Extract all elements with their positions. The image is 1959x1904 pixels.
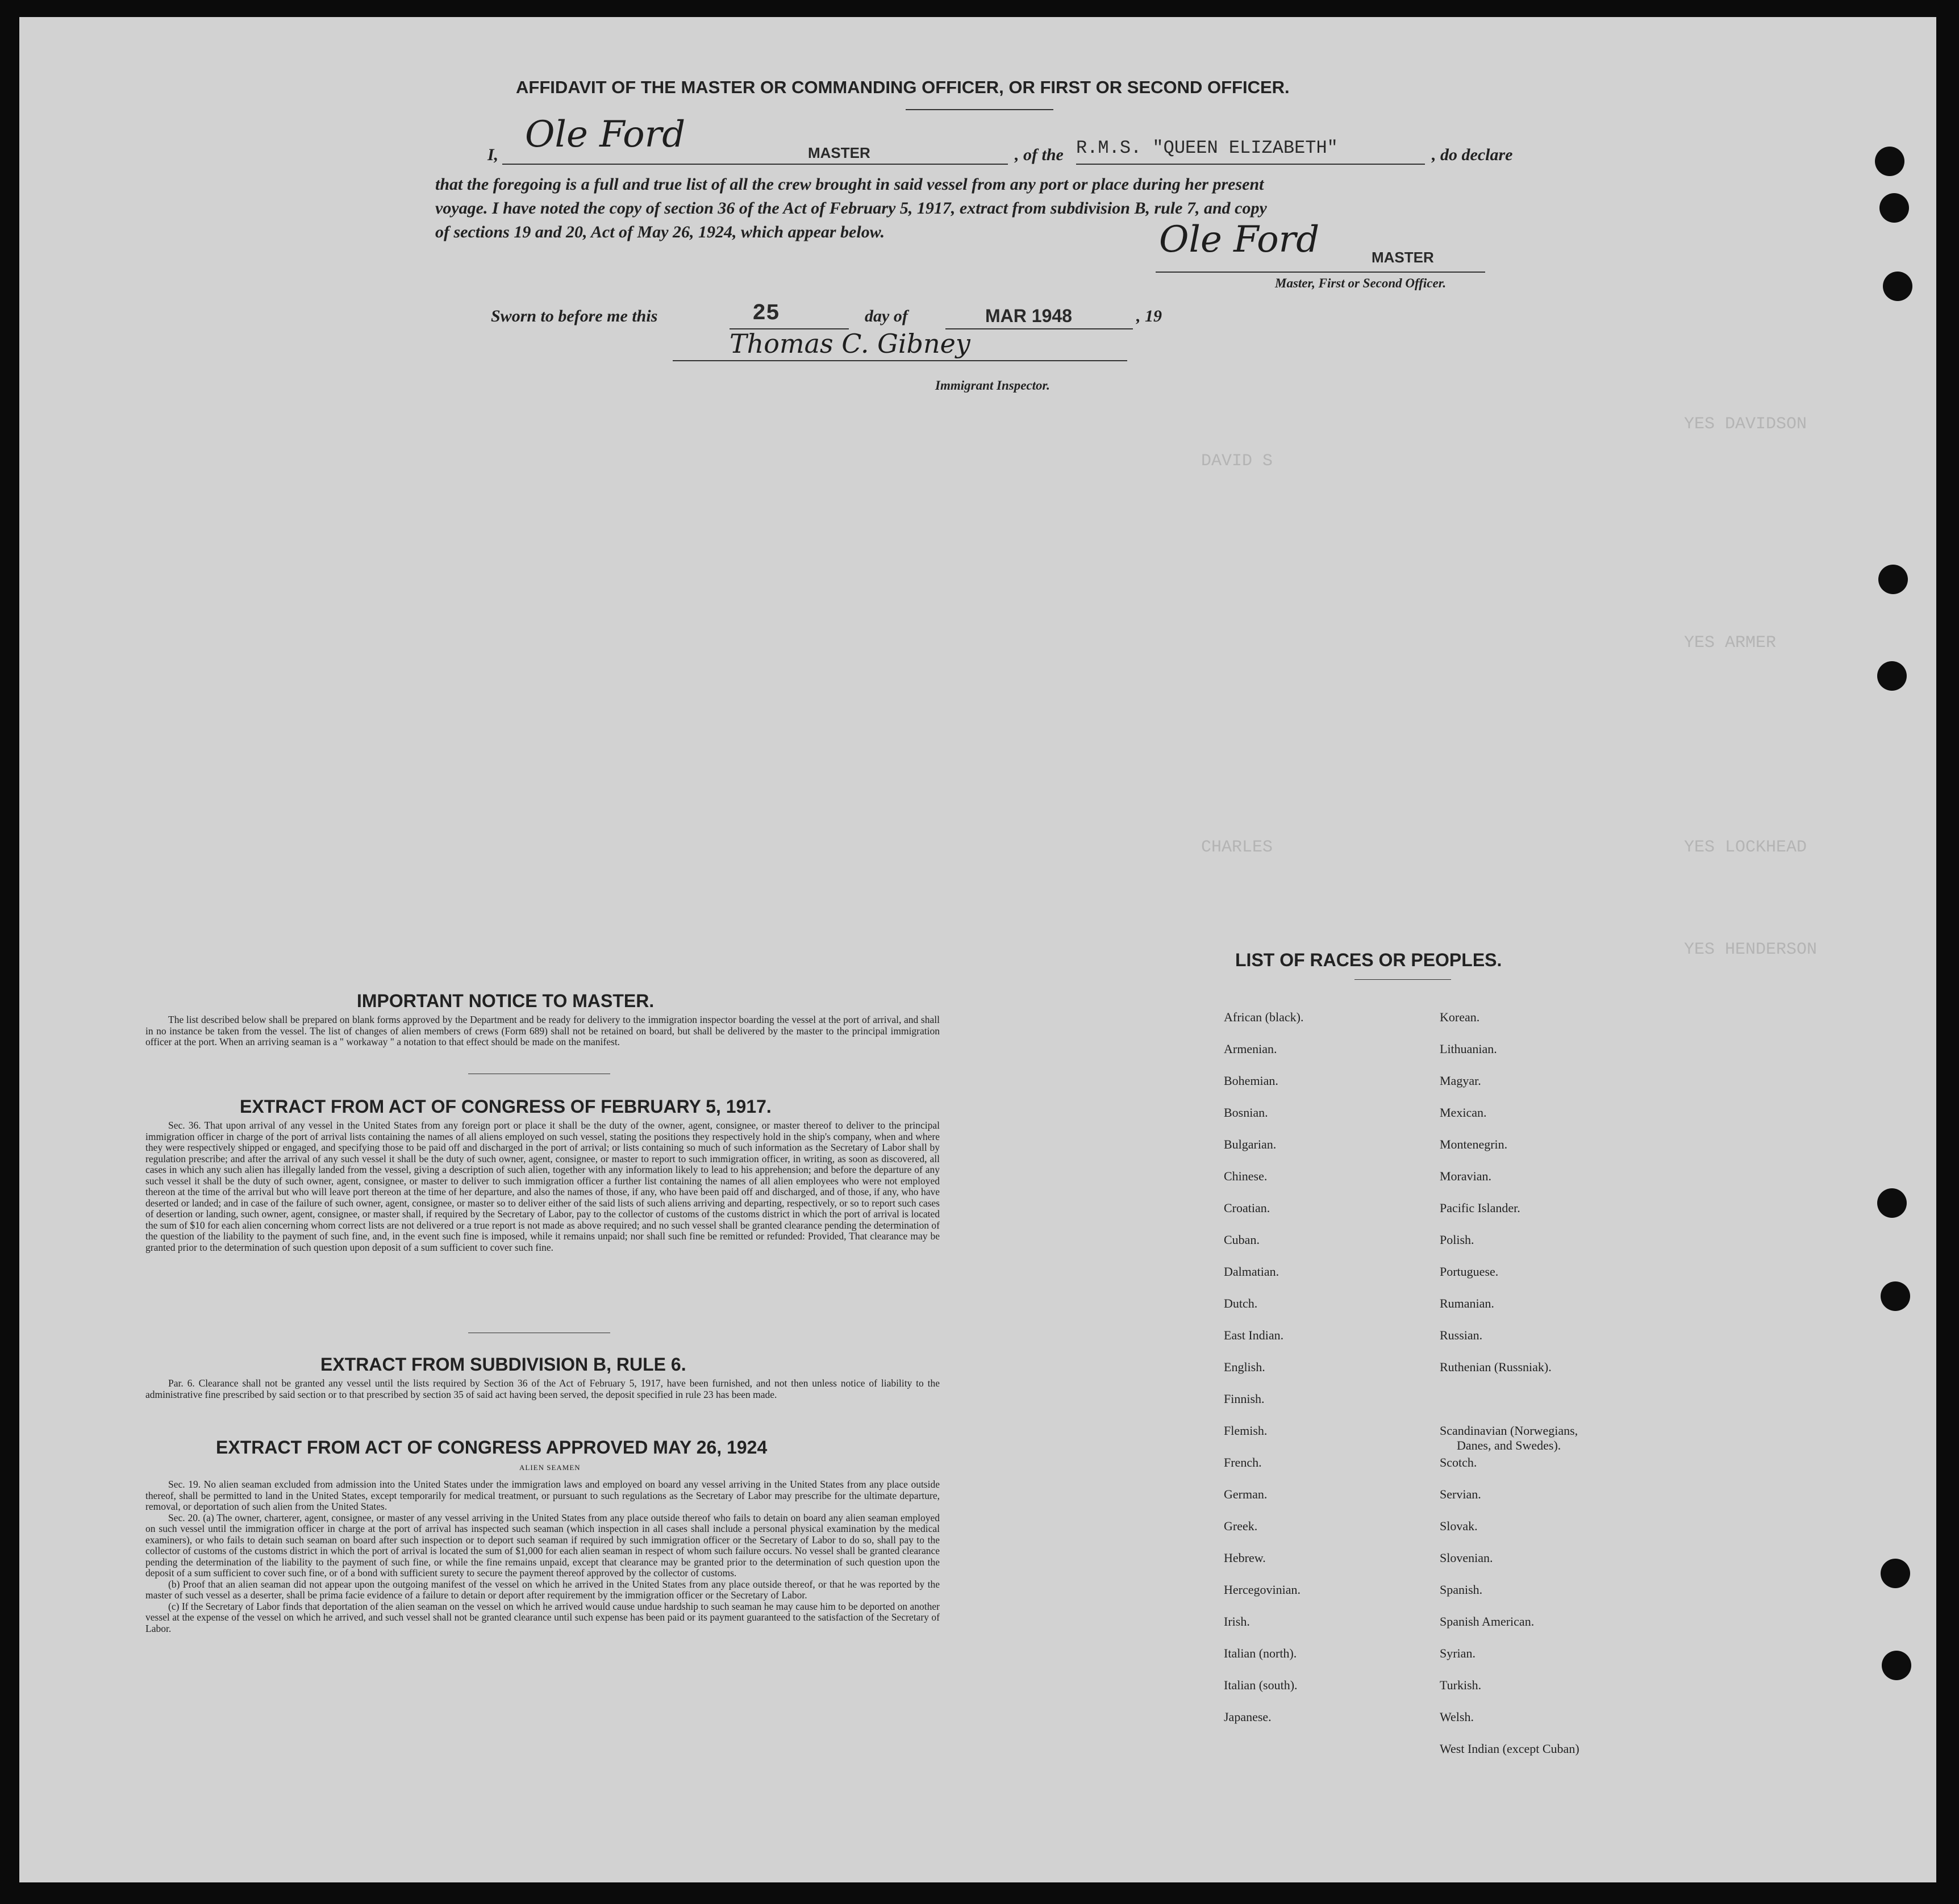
race-item: Syrian. [1440,1646,1475,1660]
extract-1924-body [145,1479,940,1634]
officer-caption: Master, First or Second Officer. [1275,276,1447,290]
officer-line [1156,272,1485,273]
declaration-line-4: of sections 19 and 20, Act of May 26, 1924, which appear below. [435,223,885,241]
race-item: Bosnian. [1224,1105,1268,1120]
punch-hole [1877,1188,1907,1218]
punch-hole [1882,1651,1911,1680]
notice-heading: IMPORTANT NOTICE TO MASTER. [357,991,655,1011]
master-signature-top: Ole Ford [525,114,686,156]
extract-1917-body [145,1120,940,1253]
vessel-name: R.M.S. "QUEEN ELIZABETH" [1076,137,1338,158]
race-item: Montenegrin. [1440,1137,1508,1151]
race-item-continued: Danes, and Swedes). [1457,1438,1561,1452]
sworn-day: 25 [752,301,780,327]
do-declare-text: , do declare [1432,145,1513,164]
inspector-caption: Immigrant Inspector. [935,378,1050,393]
race-item: Turkish. [1440,1678,1482,1692]
alien-seamen-subheading: ALIEN SEAMEN [519,1463,581,1472]
race-item: Korean. [1440,1010,1480,1024]
race-item: Dutch. [1224,1296,1258,1310]
master-signature-right: Ole Ford [1159,219,1320,261]
race-item: Chinese. [1224,1169,1268,1183]
master-stamp: MASTER [808,144,870,161]
name-line [502,164,1008,165]
race-item: Dalmatian. [1224,1264,1279,1279]
section-20b-paragraph: (b) Proof that an alien seaman did not appear upon the outgoing manifest of the vessel on which he arrived in the United States from any place outside thereof, or that he was reported by the master of such vessel as a deserter, shall be prima facie evidence of a failure to detain or deport after requirement by the immigration officer or the Secretary of Labor. [145,1578,940,1601]
declaration-line-2: that the foregoing is a full and true list of all the crew brought in said vessel from any port or place during her present [435,175,1264,194]
race-item: Mexican. [1440,1105,1487,1120]
race-item: Italian (north). [1224,1646,1297,1660]
race-item: Magyar. [1440,1074,1481,1088]
race-item: German. [1224,1487,1268,1501]
race-item: Bohemian. [1224,1074,1278,1088]
race-item: Ruthenian (Russniak). [1440,1360,1552,1374]
declaration-line-3: voyage. I have noted the copy of section 36 of the Act of February 5, 1917, extract from subdivision B, rule 7, and copy [435,199,1267,218]
punch-hole [1878,565,1908,594]
date-line [945,328,1133,329]
race-item: East Indian. [1224,1328,1284,1342]
race-item: Finnish. [1224,1392,1265,1406]
master-stamp-right: MASTER [1372,249,1434,266]
race-item: Japanese. [1224,1710,1272,1724]
race-item: Portuguese. [1440,1264,1499,1279]
sworn-text: Sworn to before me this [491,307,658,325]
race-item: African (black). [1224,1010,1304,1024]
subdivision-heading: EXTRACT FROM SUBDIVISION B, RULE 6. [320,1354,686,1375]
race-item: Slovenian. [1440,1551,1493,1565]
punch-hole [1881,1559,1910,1588]
races-underline [1354,979,1451,980]
race-item: Scandinavian (Norwegians, [1440,1423,1578,1438]
race-item: Croatian. [1224,1201,1270,1215]
race-item: Russian. [1440,1328,1483,1342]
day-of-text: day of [865,307,908,325]
section-20c-paragraph: (c) If the Secretary of Labor finds that deportation of the alien seaman on the vessel on which he arrived would cause undue hardship to such seaman he may cause him to be deported on another vessel at the expense of the vessel on which he arrived, and such vessel shall not be granted clearance until such expense has been paid or its payment guaranteed to the satisfaction of the Secretary of Labor. [145,1600,940,1634]
races-heading: LIST OF RACES OR PEOPLES. [1235,950,1502,970]
punch-hole [1879,193,1909,223]
document-page: YES DAVIDSON DAVID S YES ARMER YES LOCKHEAD CHARLES YES HENDERSON AFFIDAVIT OF THE MASTER OR COMMANDING OFFICER, OR FIRST OR SECOND OFFICER. I, Ole Ford MASTER , of the R.M.S. "QUEEN ELIZABETH" , do declare that the foregoing is a full and true list of all the crew brought in said vessel from any port or place during her present voyage. I have noted the copy of section 36 of the Act of February 5, 1917, extract from subdivision B, rule 7, and copy of sections 19 and 20, Act of May 26, 1924, which appear below. Ole Ford MASTER Master, First or Second Officer. Sworn to before me this 25 day of MAR 1948 , 19 Thomas C. Gibney Immigrant Inspector. IMPORTANT NOTICE TO MASTER. The list described below shall be prepared on blank forms approved by the Department and be ready for delivery to the immigration inspector boarding the vessel at the port of arrival, and shall in no instance be taken from the vessel. The list of changes of alien members of crews (Form 689) shall not be retained on board, but shall be delivered by the master to the principal immigration officer at the port. When an arriving seaman is a " workaway " a notation to that effect should be made on the manifest. EXTRACT FROM ACT OF CONGRESS OF FEBRUARY 5, 1917. Sec. 36. That upon arrival of any vessel in the United States from any foreign port or place it shall be the duty of the owner, agent, consignee, or master thereof to deliver to the principal immigration officer in charge of the port of arrival lists containing the names of all aliens employed on such vessel, stating the positions they respectively hold in the ship's company, when and where they were respectively shipped or engaged, and specifying those to be paid off and discharged in the port of arrival; or lists containing so much of such information as the Secretary of Labor shall by regulation prescribe; and after the arrival of any such vessel it shall be the duty of such owner, agent, consignee, or master to report to such immigration officer, in writing, as soon as discovered, all cases in which any such alien has illegally landed from the vessel, giving a description of such alien, together with any information likely to lead to his apprehension; and before the departure of any such vessel it shall be the duty of such owner, agent, consignee, or master to deliver to such immigration officer a further list containing the names of all alien employees who were not employed thereon at the time of the arrival but who will leave port thereon at the time of her departure, and also the names of those, if any, who have been paid off and discharged, and of those, if any, who have deserted or landed; and in case of the failure of such owner, agent, consignee, or master so to deliver either of the said lists of such aliens arriving and departing, respectively, or so to report such cases of desertion or landing, such owner, agent, consignee, or master shall, if required by the Secretary of Labor, pay to the collector of customs of the customs district in which the port of arrival is located the sum of $10 for each alien concerning whom correct lists are not delivered or a true report is not made as above required; and no such vessel shall be granted clearance pending the determination of the question of the liability to the payment of such fine, and, in the event such fine is imposed, while it remains unpaid; nor shall such fine be remitted or refunded: Provided, That clearance may be granted prior to the determination of such question upon deposit of a sum sufficient to cover such fine. EXTRACT FROM SUBDIVISION B, RULE 6. Par. 6. Clearance shall not be granted any vessel until the lists required by Section 36 of the Act of February 5, 1917, have been furnished, and not then unless notice of liability to the administrative fine prescribed by said section or to that prescribed by section 35 of said act having been served, the deposit specified in rule 23 has been made. EXTRACT FROM ACT OF CONGRESS APPROVED MAY 26, 1924 ALIEN SEAMEN Sec. 19. No alien seaman excluded from admission into the United States under the immigration laws and employed on board any vessel arriving in the United States from any place outside thereof, shall be permitted to land in the United States, except temporarily for medical treatment, or pursuant to such regulations as the Secretary of Labor may prescribe for the ultimate departure, removal, or deportation of such alien from the United States. Sec. 20. (a) The owner, charterer, agent, consignee, or master of any vessel arriving in the United States from any place outside thereof who fails to detain on board any alien seaman employed on such vessel until the immigration officer in charge at the port of arrival has inspected such seaman (which inspection in all cases shall include a personal physical examination by the medical examiners), or who fails to detain such seaman on board after such inspection or to deport such seaman if required by such immigration officer or the Secretary of Labor to do so, shall pay to the collector of customs of the customs district in which the port of arrival is located the sum of $1,000 for each alien seaman in respect of whom such failure occurs. No vessel shall be granted clearance pending the determination of the liability to the payment of such fine, or while the fine remains unpaid, except that clearance may be granted prior to the determination of such question upon the deposit of a sum sufficient to cover such fine, or of a bond with sufficient surety to secure the payment thereof approved by the collector of customs. (b) Proof that an alien seaman did not appear upon the outgoing manifest of the vessel on which he arrived in the United States from any place outside thereof, or that he was reported by the master of such vessel as a deserter, shall be prima facie evidence of a failure to detain or deport after requirement by the immigration officer or the Secretary of Labor. (c) If the Secretary of Labor finds that deportation of the alien seaman on the vessel on which he arrived would cause undue hardship to such seaman he may cause him to be deported on another vessel at the expense of the vessel on which he arrived, and such vessel shall not be granted clearance until such expense has been paid or its payment guaranteed to the satisfaction of the Secretary of Labor. LIST OF RACES OR PEOPLES. African (black). Armenian. Bohemian. Bosnian. Bulgarian. Chinese. Croatian. Cuban. Dalmatian. Dutch. East Indian. English. Finnish. Flemish. French. German. Greek. Hebrew. Hercegovinian. Irish. Italian (north). Italian (south). Japanese. Korean. Lithuanian. Magyar. Mexican. Montenegrin. Moravian. Pacific Islander. Polish. Portuguese. Rumanian. Russian. Ruthenian (Russniak). Scandinavian (Norwegians, Danes, and Swedes). Scotch. Servian. Slovak. Slovenian. Spanish. Spanish American. Syrian. Turkish. Welsh. West Indian (except Cuban) [19,17,1936,1882]
race-item: Hercegovinian. [1224,1583,1301,1597]
punch-hole [1875,147,1904,176]
year-prefix: , 19 [1136,307,1162,325]
paragraph-6: Par. 6. Clearance shall not be granted any vessel until the lists required by Section 36 of the Act of February 5, 1917, have been furnished, and not then unless notice of liability to the administrative fine prescribed by said section or to that prescribed by section 35 of said act having been served, the deposit specified in rule 23 has been made. [145,1377,940,1400]
vessel-line [1076,164,1425,165]
extract-1924-heading: EXTRACT FROM ACT OF CONGRESS APPROVED MAY 26, 1924 [216,1437,768,1458]
race-item: Spanish. [1440,1583,1483,1597]
race-item: Pacific Islander. [1440,1201,1520,1215]
punch-hole [1877,661,1907,691]
race-item: Moravian. [1440,1169,1492,1183]
race-item: French. [1224,1455,1262,1469]
race-item: Irish. [1224,1614,1250,1629]
subdivision-body [145,1378,940,1400]
race-item: Italian (south). [1224,1678,1298,1692]
affidavit-title: AFFIDAVIT OF THE MASTER OR COMMANDING OFFICER, OR FIRST OR SECOND OFFICER. [516,77,1290,97]
section-36-paragraph: Sec. 36. That upon arrival of any vessel in the United States from any foreign port or place it shall be the duty of the owner, agent, consignee, or master thereof to deliver to the principal immigration officer in charge of the port of arrival lists containing the names of all aliens employed on such vessel, stating the positions they respectively hold in the ship's company, when and where they were respectively shipped or engaged, and specifying those to be paid off and discharged in the port of arrival; or lists containing so much of such information as the Secretary of Labor shall by regulation prescribe; and after the arrival of any such vessel it shall be the duty of such owner, agent, consignee, or master to report to such immigration officer, in writing, as soon as discovered, all cases in which any such alien has illegally landed from the vessel, giving a description of such alien, together with any information likely to lead to his apprehension; and before the departure of any such vessel it shall be the duty of such owner, agent, consignee, or master to deliver to such immigration officer a further list containing the names of all alien employees who were not employed thereon at the time of the arrival but who will leave port thereon at the time of her departure, and also the names of those, if any, who have been paid off and discharged, and of those, if any, who have deserted or landed; and in case of the failure of such owner, agent, consignee, or master so to deliver either of the said lists of such aliens arriving and departing, respectively, or so to report such cases of desertion or landing, such owner, agent, consignee, or master shall, if required by the Secretary of Labor, pay to the collector of customs of the customs district in which the port of arrival is located the sum of $10 for each alien concerning whom correct lists are not delivered or a true report is not made as above required; and no such vessel shall be granted clearance pending the determination of the question of the liability to the payment of such fine, and, in the event such fine is imposed, while it remains unpaid; nor shall such fine be remitted or refunded: Provided, That clearance may be granted prior to the determination of such question upon deposit of a sum sufficient to cover such fine. [145,1120,940,1253]
punch-hole [1881,1281,1910,1311]
notice-body [145,1014,940,1048]
inspector-signature: Thomas C. Gibney [730,328,970,359]
race-item: Servian. [1440,1487,1481,1501]
race-item: Scotch. [1440,1455,1477,1469]
race-item: Welsh. [1440,1710,1474,1724]
race-item: Armenian. [1224,1042,1277,1056]
punch-hole [1883,272,1912,301]
race-item: Spanish American. [1440,1614,1535,1629]
race-item: Rumanian. [1440,1296,1494,1310]
race-item: Polish. [1440,1233,1474,1247]
declaration-i: I, [487,145,499,164]
race-item: Slovak. [1440,1519,1478,1533]
inspector-line [673,360,1127,361]
section-20a-paragraph: Sec. 20. (a) The owner, charterer, agent, consignee, or master of any vessel arriving in the United States from any place outside thereof who fails to detain on board any alien seaman employed on such vessel until the immigration officer in charge at the port of arrival has inspected such seaman (which inspection in all cases shall include a personal physical examination by the medical examiners), or who fails to detain such seaman on board after such inspection or to deport such seaman if required by such immigration officer or the Secretary of Labor to do so, shall pay to the collector of customs of the customs district in which the port of arrival is located the sum of $1,000 for each alien seaman in respect of whom such failure occurs. No vessel shall be granted clearance pending the determination of the liability to the payment of such fine, or while the fine remains unpaid, except that clearance may be granted prior to the determination of such question upon the deposit of a sum sufficient to cover such fine, or of a bond with sufficient surety to secure the payment thereof approved by the collector of customs. [145,1511,940,1579]
extract-1917-heading: EXTRACT FROM ACT OF CONGRESS OF FEBRUARY 5, 1917. [240,1096,772,1117]
race-item: Flemish. [1224,1423,1268,1438]
sworn-date-stamp: MAR 1948 [985,306,1072,326]
race-item: Cuban. [1224,1233,1260,1247]
race-item: Bulgarian. [1224,1137,1277,1151]
section-19-paragraph: Sec. 19. No alien seaman excluded from admission into the United States under the immigration laws and employed on board any vessel arriving in the United States from any place outside thereof, shall be permitted to land in the United States, except temporarily for medical treatment, or pursuant to such regulations as the Secretary of Labor may prescribe for the ultimate departure, removal, or deportation of such alien from the United States. [145,1479,940,1512]
race-item: English. [1224,1360,1265,1374]
notice-paragraph: The list described below shall be prepared on blank forms approved by the Department and be ready for delivery to the immigration inspector boarding the vessel at the port of arrival, and shall in no instance be taken from the vessel. The list of changes of alien members of crews (Form 689) shall not be retained on board, but shall be delivered by the master to the principal immigration officer at the port. When an arriving seaman is a " workaway " a notation to that effect should be made on the manifest. [145,1014,940,1047]
race-item: Hebrew. [1224,1551,1266,1565]
race-item: Lithuanian. [1440,1042,1497,1056]
race-item: West Indian (except Cuban) [1440,1742,1579,1756]
title-underline [906,109,1053,110]
race-item: Greek. [1224,1519,1258,1533]
of-the-text: , of the [1015,145,1064,164]
